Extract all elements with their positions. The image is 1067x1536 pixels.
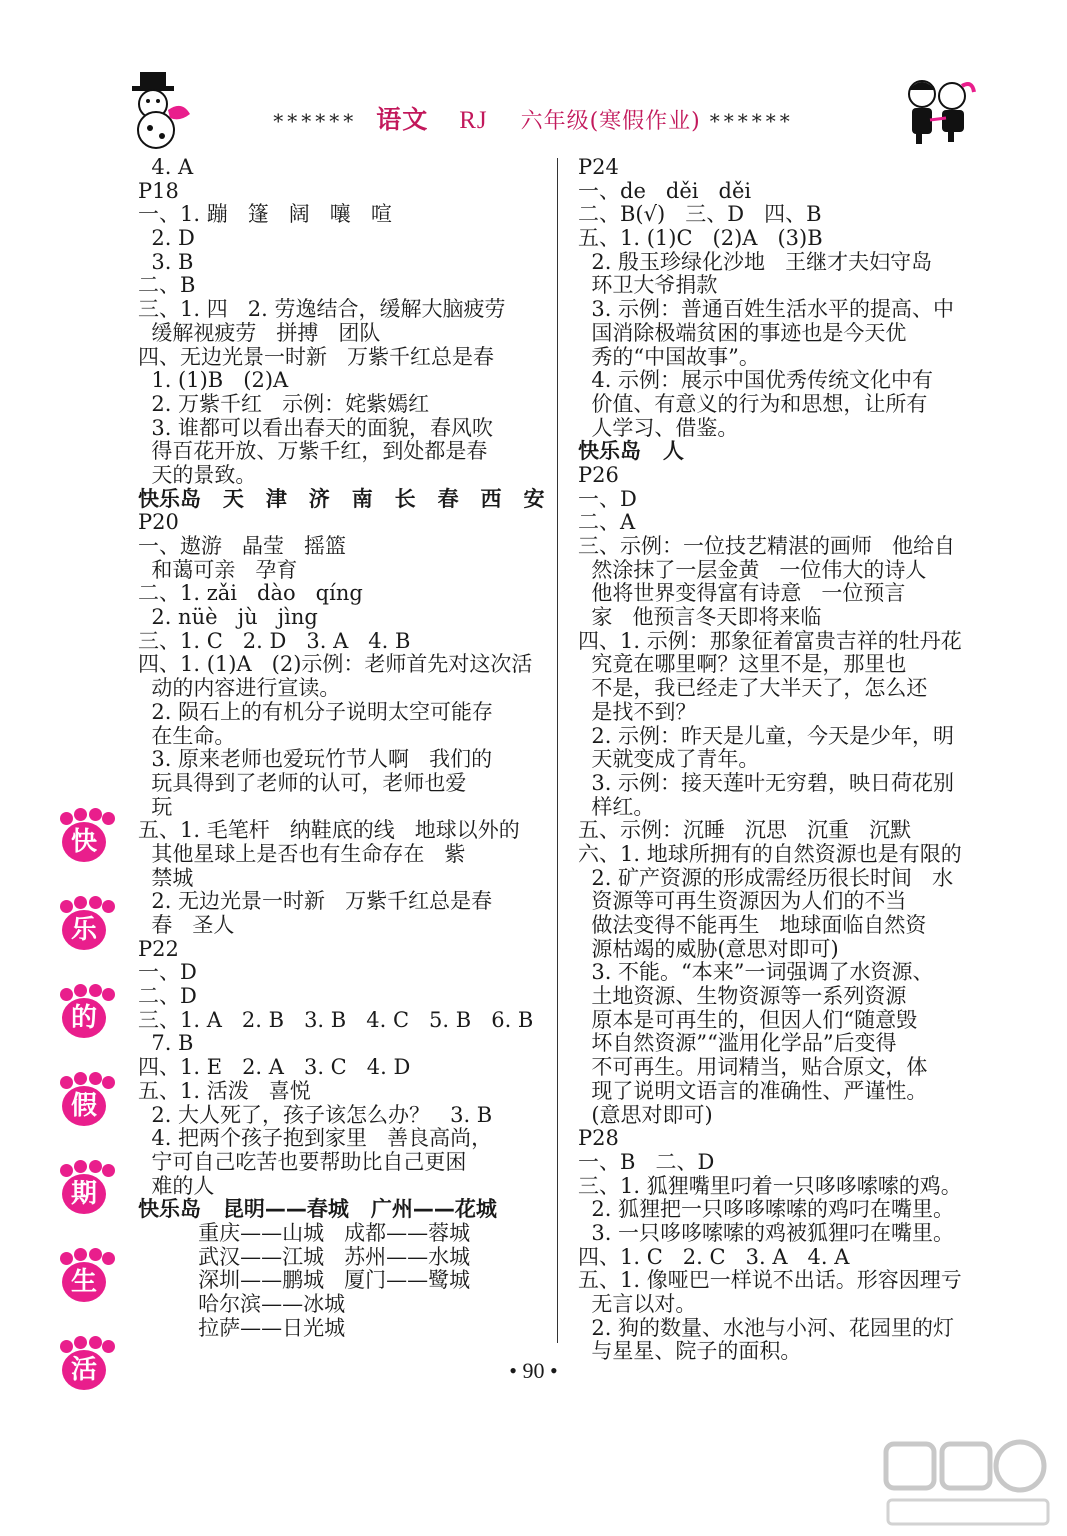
paw-toe-icon xyxy=(74,1160,87,1173)
answer-line: 四、1. (1)A (2)示例：老师首先对这次活 xyxy=(138,652,533,677)
answer-line: 五、1. 活泼 喜悦 xyxy=(138,1078,311,1103)
answer-line: 价值、有意义的行为和思想，让所有 xyxy=(578,391,928,416)
grade-label: 六年级(寒假作业) xyxy=(520,109,701,134)
paw-toe-icon xyxy=(89,1160,102,1173)
answer-line: 3. 一只哆哆嗦嗦的鸡被狐狸叼在嘴里。 xyxy=(578,1220,955,1245)
answer-line: 难的人 xyxy=(138,1173,215,1198)
answer-line: 2. 殷玉珍绿化沙地 王继才夫妇守岛 xyxy=(578,249,933,274)
answer-line: 二、A xyxy=(578,510,636,535)
paw-badge xyxy=(56,896,112,952)
answer-line: 五、1. 像哑巴一样说不出话。形容因理亏 xyxy=(578,1268,962,1293)
paw-badge xyxy=(56,1072,112,1128)
paw-character: 期 xyxy=(62,1174,106,1214)
answer-column-right xyxy=(578,156,978,1364)
answer-line: 做法变得不能再生 地球面临自然资 xyxy=(578,913,927,937)
answer-line: 2. D xyxy=(138,226,195,251)
answer-line: 2. 无边光景一时新 万紫千红总是春 xyxy=(138,889,493,914)
answer-line: 玩 xyxy=(138,794,173,819)
answer-line: 3. 谁都可以看出春天的面貌，春风吹 xyxy=(138,415,494,440)
paw-toe-icon xyxy=(89,1248,102,1261)
answer-line: 深圳——鹏城 厦门——鹭城 xyxy=(138,1268,471,1293)
answer-line: 究竟在哪里啊？这里不是，那里也 xyxy=(578,652,907,677)
answer-line: 哈尔滨——冰城 xyxy=(138,1292,346,1316)
edition-label: RJ xyxy=(459,107,488,134)
answer-line: 3. B xyxy=(138,249,194,274)
answer-line: 其他星球上是否也有生命存在 紫 xyxy=(138,841,466,866)
answer-line: 2. nüè jù jìng xyxy=(138,605,318,630)
answer-line: 4. 把两个孩子抱到家里 善良高尚， xyxy=(138,1126,493,1151)
answer-line: 资源等可再生资源因为人们的不当 xyxy=(578,889,907,914)
paw-character: 假 xyxy=(62,1086,106,1126)
answer-line: 宁可自己吃苦也要帮助比自己更困 xyxy=(138,1149,467,1174)
answer-line: 四、1. C 2. C 3. A 4. A xyxy=(578,1244,850,1269)
answer-line: 原本是可再生的，但因人们“随意毁 xyxy=(578,1007,918,1032)
answer-line: 三、1. A 2. B 3. B 4. C 5. B 6. B xyxy=(138,1007,534,1032)
answer-line: 重庆——山城 成都——蓉城 xyxy=(138,1220,471,1245)
answer-line: 源枯竭的威胁(意思对即可) xyxy=(578,936,839,961)
answer-line: 2. 矿产资源的形成需经历很长时间 水 xyxy=(578,865,954,890)
answer-line: 人学习、借鉴。 xyxy=(578,415,739,440)
paw-toe-icon xyxy=(74,1336,87,1349)
answer-line: 武汉——江城 苏州——水城 xyxy=(138,1244,471,1269)
decorative-sidebar xyxy=(56,808,116,1424)
answer-line: 一、D xyxy=(138,960,197,985)
answer-line: 三、1. C 2. D 3. A 4. B xyxy=(138,628,411,653)
answer-line: 禁城 xyxy=(138,865,194,890)
answer-line: P28 xyxy=(578,1126,619,1151)
answer-line: 一、遨游 晶莹 摇篮 xyxy=(138,534,347,558)
answer-line: (意思对即可) xyxy=(578,1102,713,1127)
answer-line: 二、B xyxy=(138,273,196,298)
paw-character: 乐 xyxy=(62,910,106,950)
answer-line: 玩具得到了老师的认可，老师也爱 xyxy=(138,770,467,795)
paw-character: 活 xyxy=(62,1350,106,1390)
paw-toe-icon xyxy=(89,1072,102,1085)
paw-toe-icon xyxy=(60,1076,73,1089)
paw-character: 生 xyxy=(62,1262,106,1302)
answer-line: 一、D xyxy=(578,486,637,511)
kids-mascot-icon xyxy=(900,70,978,150)
answer-line: 二、1. zǎi dào qíng xyxy=(138,581,363,606)
answer-line: 二、D xyxy=(138,984,197,1009)
answer-line: 和蔼可亲 孕育 xyxy=(138,557,298,582)
answer-line: 一、B 二、D xyxy=(578,1149,715,1174)
answer-line: 四、无边光景一时新 万紫千红总是春 xyxy=(138,344,495,369)
paw-badge xyxy=(56,1248,112,1304)
paw-toe-icon xyxy=(102,1076,115,1089)
paw-toe-icon xyxy=(89,1336,102,1349)
paw-toe-icon xyxy=(102,812,115,825)
answer-line: 五、1. 毛笔杆 纳鞋底的线 地球以外的 xyxy=(138,818,520,843)
answer-line: P26 xyxy=(578,462,619,487)
paw-toe-icon xyxy=(102,1252,115,1265)
answer-line: P22 xyxy=(138,936,179,961)
answer-line: 快乐岛 昆明——春城 广州——花城 xyxy=(138,1197,497,1222)
answer-line: 四、1. E 2. A 3. C 4. D xyxy=(138,1055,411,1080)
paw-toe-icon xyxy=(74,1072,87,1085)
answer-line: 2. 陨石上的有机分子说明太空可能存 xyxy=(138,699,494,724)
paw-character: 快 xyxy=(62,822,106,862)
answer-line: 是找不到？ xyxy=(578,699,697,724)
answer-line: P18 xyxy=(138,178,179,203)
paw-toe-icon xyxy=(89,808,102,821)
answer-line: 三、1. 四 2. 劳逸结合，缓解大脑疲劳 xyxy=(138,297,506,322)
answer-line: 六、1. 地球所拥有的自然资源也是有限的 xyxy=(578,841,962,866)
answer-line: 2. 示例：昨天是儿童，今天是少年，明 xyxy=(578,723,955,748)
column-divider xyxy=(557,158,558,1343)
paw-toe-icon xyxy=(102,1164,115,1177)
answer-line: 三、示例：一位技艺精湛的画师 他给自 xyxy=(578,534,956,558)
answer-line: 一、de děi děi xyxy=(578,178,752,203)
answer-line: 坏自然资源”“滥用化学品”后变得 xyxy=(578,1031,897,1056)
answer-line: 三、1. 狐狸嘴里叼着一只哆哆嗦嗦的鸡。 xyxy=(578,1173,962,1198)
paw-toe-icon xyxy=(74,984,87,997)
answer-line: 3. 不能。“本来”一词强调了水资源、 xyxy=(578,960,934,985)
paw-toe-icon xyxy=(74,1248,87,1261)
answer-line: 二、B(√) 三、D 四、B xyxy=(578,202,822,227)
answer-line: 不可再生。用词精当，贴合原文，体 xyxy=(578,1055,928,1080)
paw-badge xyxy=(56,808,112,864)
paw-toe-icon xyxy=(60,1252,73,1265)
answer-line: 2. 狐狸把一只哆哆嗦嗦的鸡叼在嘴里。 xyxy=(578,1197,955,1222)
answer-line: 快乐岛 人 xyxy=(578,439,684,464)
paw-toe-icon xyxy=(102,1340,115,1353)
answer-line: 2. 万紫千红 示例：姹紫嫣红 xyxy=(138,391,430,416)
answer-line: 四、1. 示例：那象征着富贵吉祥的牡丹花 xyxy=(578,628,962,653)
answer-line: 2. 狗的数量、水池与小河、花园里的灯 xyxy=(578,1315,955,1340)
answer-line: 环卫大爷捐款 xyxy=(578,273,718,298)
paw-toe-icon xyxy=(60,812,73,825)
answer-line: 秀的“中国故事”。 xyxy=(578,344,760,369)
answer-line: 一、1. 蹦 篷 阔 嚷 喧 xyxy=(138,202,392,227)
answer-line: 无言以对。 xyxy=(578,1292,697,1316)
paw-toe-icon xyxy=(102,900,115,913)
paw-toe-icon xyxy=(60,1164,73,1177)
paw-toe-icon xyxy=(89,984,102,997)
paw-badge xyxy=(56,1160,112,1216)
answer-line: 3. 示例：接天莲叶无穷碧，映日荷花别 xyxy=(578,770,955,795)
answer-line: 现了说明文语言的准确性、严谨性。 xyxy=(578,1078,928,1103)
paw-character: 的 xyxy=(62,998,106,1038)
answer-line: 4. A xyxy=(138,155,194,179)
answer-line: 4. 示例：展示中国优秀传统文化中有 xyxy=(578,368,934,393)
answer-line: P20 xyxy=(138,510,179,535)
answer-line: 7. B xyxy=(138,1031,194,1056)
watermark-logo-icon xyxy=(878,1436,1058,1531)
answer-line: 2. 大人死了，孩子该怎么办？ 3. B xyxy=(138,1102,493,1127)
answer-column-left xyxy=(138,155,545,1340)
answer-line: 五、示例：沉睡 沉思 沉重 沉默 xyxy=(578,818,912,843)
answer-line: P24 xyxy=(578,155,619,179)
answer-line: 家 他预言冬天即将来临 xyxy=(578,605,822,630)
answer-line: 天的景致。 xyxy=(138,462,257,487)
answer-line: 拉萨——日光城 xyxy=(138,1315,346,1340)
answer-line: 3. 原来老师也爱玩竹节人啊 我们的 xyxy=(138,747,493,772)
answer-line: 3. 示例：普通百姓生活水平的提高、中 xyxy=(578,297,955,322)
answer-line: 五、1. (1)C (2)A (3)B xyxy=(578,226,823,251)
paw-toe-icon xyxy=(60,988,73,1001)
answer-line: 1. (1)B (2)A xyxy=(138,368,289,393)
answer-line: 在生命。 xyxy=(138,723,236,748)
answer-line: 土地资源、生物资源等一系列资源 xyxy=(578,984,907,1009)
paw-toe-icon xyxy=(74,808,87,821)
answer-line: 他将世界变得富有诗意 一位预言 xyxy=(578,581,906,606)
paw-toe-icon xyxy=(74,896,87,909)
answer-line: 国消除极端贫困的事迹也是今天优 xyxy=(578,320,907,345)
answer-line: 与星星、院子的面积。 xyxy=(578,1339,802,1364)
header-stars-left: ****** xyxy=(273,109,358,133)
paw-toe-icon xyxy=(89,896,102,909)
subject-label: 语文 xyxy=(376,105,429,134)
paw-toe-icon xyxy=(60,1340,73,1353)
answer-line: 得百花开放、万紫千红，到处都是春 xyxy=(138,439,488,464)
answer-line: 动的内容进行宣读。 xyxy=(138,676,341,701)
page-number: • 90 • xyxy=(509,1358,558,1383)
answer-line: 不是，我已经走了大半天了，怎么还 xyxy=(578,676,928,701)
header-stars-right: ****** xyxy=(709,109,794,133)
answer-line: 样红。 xyxy=(578,794,655,819)
answer-line: 缓解视疲劳 拼搏 团队 xyxy=(138,320,381,345)
paw-badge xyxy=(56,984,112,1040)
paw-toe-icon xyxy=(102,988,115,1001)
answer-line: 春 圣人 xyxy=(138,913,235,937)
paw-toe-icon xyxy=(60,900,73,913)
answer-line: 快乐岛 天 津 济 南 长 春 西 安 xyxy=(138,486,545,511)
answer-line: 天就变成了青年。 xyxy=(578,747,760,772)
answer-line: 然涂抹了一层金黄 一位伟大的诗人 xyxy=(578,557,927,582)
